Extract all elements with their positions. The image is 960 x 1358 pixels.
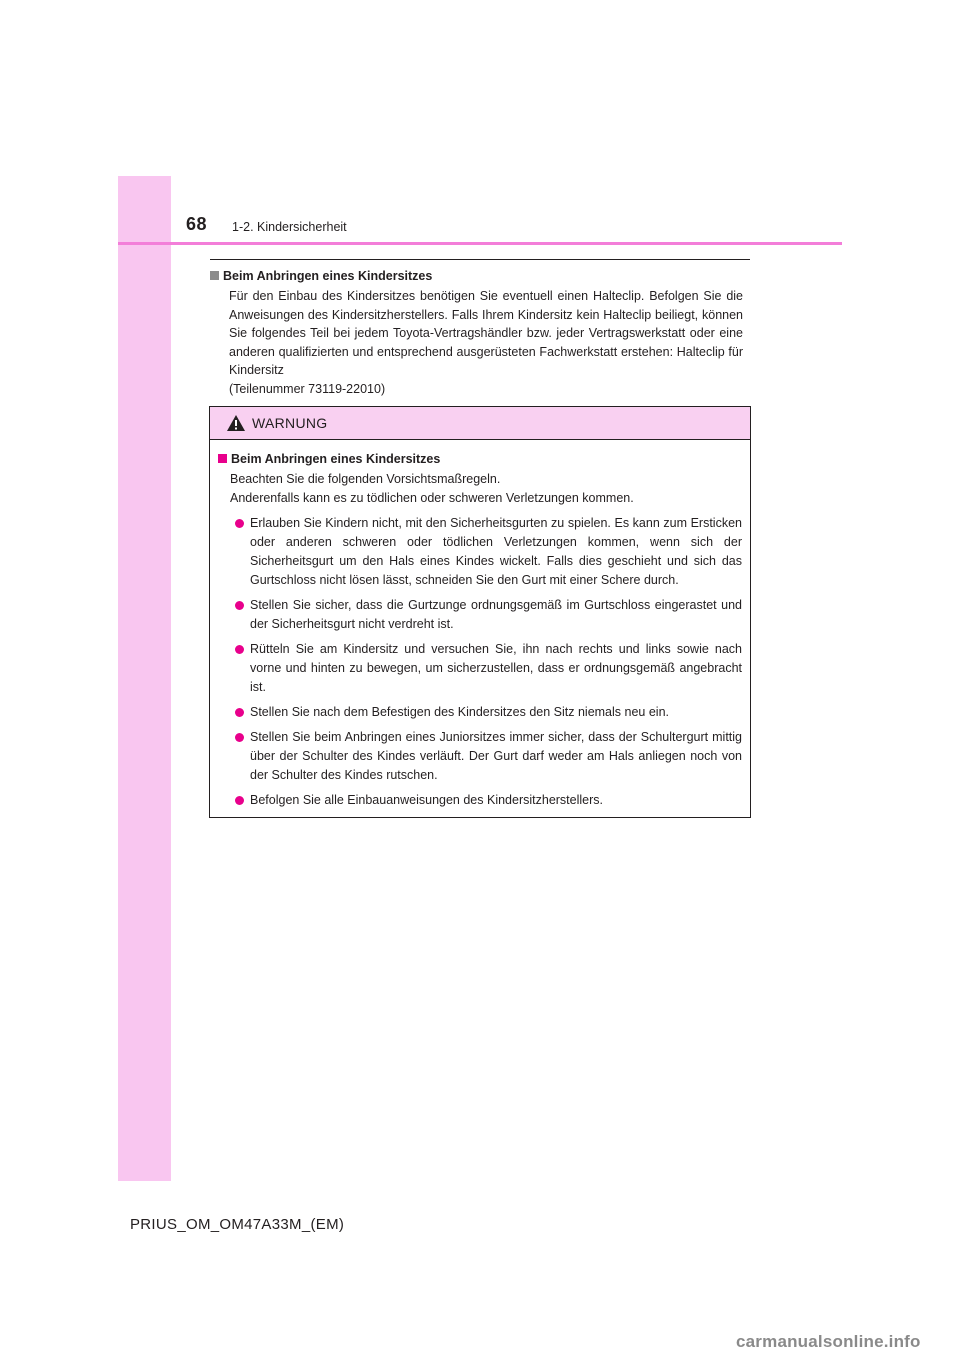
warning-bullet-item	[218, 703, 742, 722]
warning-subhead	[218, 450, 742, 468]
warning-bullet-text: Befolgen Sie alle Einbauanweisungen des Kindersitzherstellers.	[250, 793, 603, 807]
square-bullet-icon	[218, 454, 227, 463]
warning-bullet-item	[218, 514, 742, 590]
content-divider	[210, 259, 750, 260]
warning-bullet-text: Stellen Sie beim Anbringen eines Juniorsitzes immer sicher, dass der Schultergurt mittig über der Schulter des Kindes verläuft. Der Gurt darf weder am Hals anliegen noch von der Schulter des Kindes rutschen.	[250, 730, 742, 782]
warning-bullet-item	[218, 791, 742, 810]
bullet-dot-icon	[235, 519, 244, 528]
side-tab-bar	[118, 176, 171, 1181]
warning-subhead-text: Beim Anbringen eines Kindersitzes	[231, 452, 441, 466]
section-subhead-text: Beim Anbringen eines Kindersitzes	[223, 269, 433, 283]
bullet-dot-icon	[235, 645, 244, 654]
page-number: 68	[186, 214, 208, 234]
warning-bullet-text: Rütteln Sie am Kindersitz und versuchen Sie, ihn nach rechts und links sowie nach vorne und hinten zu bewegen, um sicherzustellen, dass er ordnungsgemäß angebracht ist.	[250, 642, 742, 694]
warning-body	[210, 440, 750, 810]
bullet-dot-icon	[235, 733, 244, 742]
warning-bullet-item	[218, 640, 742, 697]
watermark: carmanualsonline.info	[736, 1332, 921, 1351]
warning-intro-line: Anderenfalls kann es zu tödlichen oder schweren Verletzungen kommen.	[230, 491, 634, 505]
warning-intro	[218, 470, 742, 508]
section-subhead	[210, 269, 432, 283]
body-text: Für den Einbau des Kindersitzes benötigen Sie eventuell einen Halteclip. Befolgen Sie die Anweisungen des Kindersitzherstellers. Falls Ihrem Kindersitz kein Halteclip beiliegt, können Sie folgendes Teil bei jedem Toyota-Vertragshändler bzw. jeder Vertragswerkstatt oder eine anderen qualifizierten und entsprechend ausgerüsteten Fachwerkstatt erstehen: Halteclip für Kindersitz	[229, 289, 743, 377]
square-bullet-icon	[210, 271, 219, 280]
bullet-dot-icon	[235, 796, 244, 805]
warning-intro-line: Beachten Sie die folgenden Vorsichtsmaßregeln.	[230, 472, 501, 486]
warning-bullet-item	[218, 596, 742, 634]
warning-header	[210, 407, 750, 440]
warning-bullet-text: Stellen Sie nach dem Befestigen des Kindersitzes den Sitz niemals neu ein.	[250, 705, 669, 719]
warning-bullet-text: Stellen Sie sicher, dass die Gurtzunge ordnungsgemäß im Gurtschloss eingerastet und der Sicherheitsgurt nicht verdreht ist.	[250, 598, 742, 631]
warning-bullet-text: Erlauben Sie Kindern nicht, mit den Sicherheitsgurten zu spielen. Es kann zum Ersticken oder anderen schweren oder tödlichen Verletzungen kommen, wenn sich der Sicherheitsgurt um den Hals eines Kindes wickelt. Falls dies geschieht und sich das Gurtschloss nicht lösen lässt, schneiden Sie den Gurt mit einer Schere durch.	[250, 516, 742, 587]
bullet-dot-icon	[235, 601, 244, 610]
header-divider	[118, 242, 842, 245]
bullet-dot-icon	[235, 708, 244, 717]
part-number-line: (Teilenummer 73119-22010)	[229, 381, 386, 396]
warning-title: WARNUNG	[252, 415, 328, 431]
section-header-title: 1-2. Kindersicherheit	[232, 220, 347, 234]
warning-bullet-item	[218, 728, 742, 785]
warning-triangle-icon	[226, 414, 246, 432]
warning-box	[209, 406, 751, 818]
footer-doc-code: PRIUS_OM_OM47A33M_(EM)	[130, 1216, 345, 1233]
body-paragraph	[229, 287, 743, 398]
